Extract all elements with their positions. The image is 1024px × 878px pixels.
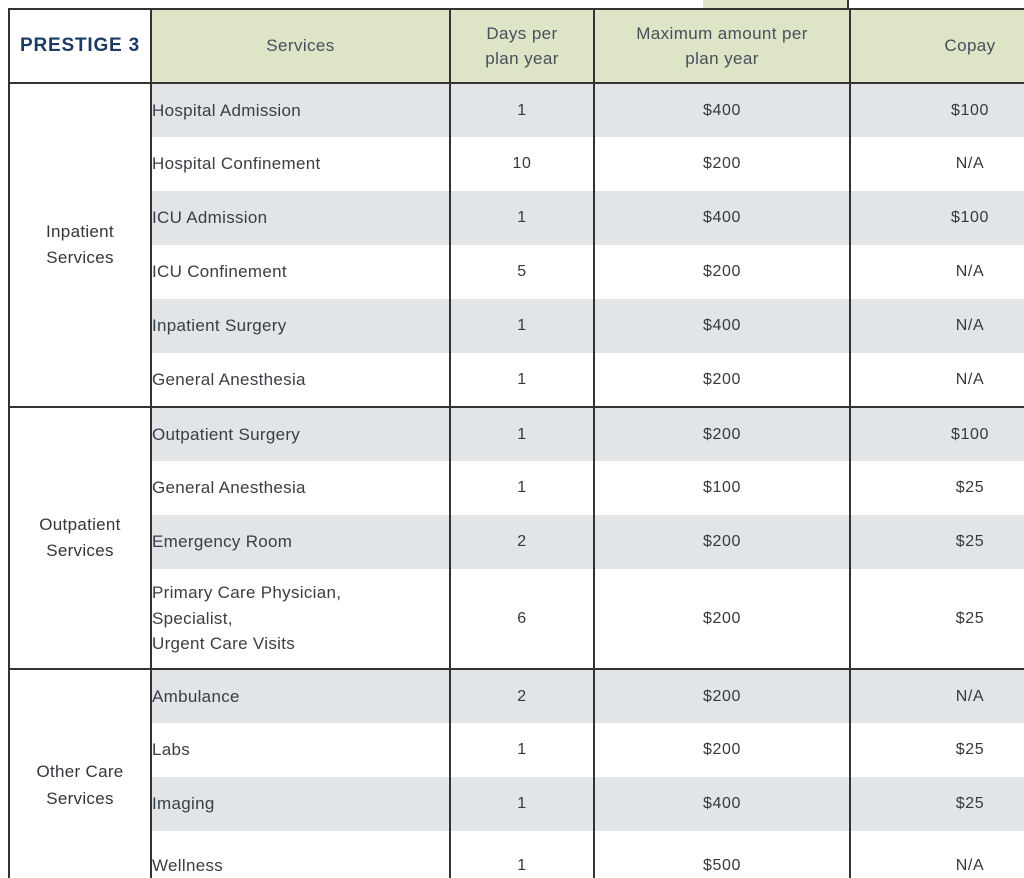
- table-row: [9, 723, 1024, 777]
- copay-cell: N/A: [850, 669, 1024, 723]
- copay-cell: N/A: [850, 831, 1024, 878]
- table-row: [9, 669, 1024, 723]
- max-amount-cell: $200: [594, 569, 850, 669]
- service-cell: Primary Care Physician, Specialist, Urgent Care Visits: [151, 569, 450, 669]
- max-amount-cell: $100: [594, 461, 850, 515]
- days-cell: 1: [450, 191, 594, 245]
- max-amount-cell: $200: [594, 245, 850, 299]
- copay-cell: N/A: [850, 245, 1024, 299]
- table-row: [9, 461, 1024, 515]
- service-cell: General Anesthesia: [151, 461, 450, 515]
- copay-cell: $25: [850, 723, 1024, 777]
- group-label-inpatient-services: Inpatient Services: [9, 83, 151, 407]
- days-cell: 1: [450, 723, 594, 777]
- copay-cell: $100: [850, 407, 1024, 461]
- service-cell: Imaging: [151, 777, 450, 831]
- col-header-services: Services: [151, 9, 450, 83]
- service-cell: Outpatient Surgery: [151, 407, 450, 461]
- max-amount-cell: $400: [594, 83, 850, 137]
- max-amount-cell: $400: [594, 191, 850, 245]
- benefits-table: [8, 8, 1024, 878]
- copay-cell: N/A: [850, 137, 1024, 191]
- days-cell: 2: [450, 669, 594, 723]
- max-amount-cell: $400: [594, 777, 850, 831]
- table-row: [9, 299, 1024, 353]
- service-cell: Emergency Room: [151, 515, 450, 569]
- max-amount-cell: $200: [594, 353, 850, 407]
- col-header-days-per-plan-year: Days per plan year: [450, 9, 594, 83]
- table-row: [9, 83, 1024, 137]
- table-row: [9, 191, 1024, 245]
- service-cell: Inpatient Surgery: [151, 299, 450, 353]
- days-cell: 1: [450, 299, 594, 353]
- service-cell: Labs: [151, 723, 450, 777]
- copay-cell: $25: [850, 461, 1024, 515]
- max-amount-cell: $500: [594, 831, 850, 878]
- col-header-max-amount-per-plan-year: Maximum amount per plan year: [594, 9, 850, 83]
- service-cell: ICU Confinement: [151, 245, 450, 299]
- copay-cell: N/A: [850, 353, 1024, 407]
- copay-cell: $25: [850, 515, 1024, 569]
- days-cell: 5: [450, 245, 594, 299]
- col-header-copay: Copay: [850, 9, 1024, 83]
- copay-cell: $100: [850, 83, 1024, 137]
- table-row: [9, 137, 1024, 191]
- copay-cell: $25: [850, 569, 1024, 669]
- service-cell: Wellness: [151, 831, 450, 878]
- days-cell: 10: [450, 137, 594, 191]
- copay-cell: N/A: [850, 299, 1024, 353]
- max-amount-cell: $200: [594, 669, 850, 723]
- group-label-outpatient-services: Outpatient Services: [9, 407, 151, 669]
- table-header-row: [9, 9, 1024, 83]
- service-cell: Ambulance: [151, 669, 450, 723]
- table-row: [9, 831, 1024, 878]
- max-amount-cell: $400: [594, 299, 850, 353]
- group-label-other-care-services: Other Care Services: [9, 669, 151, 878]
- max-amount-cell: $200: [594, 407, 850, 461]
- days-cell: 1: [450, 83, 594, 137]
- plan-name: PRESTIGE 3: [9, 9, 151, 83]
- max-amount-cell: $200: [594, 723, 850, 777]
- days-cell: 1: [450, 407, 594, 461]
- days-cell: 1: [450, 831, 594, 878]
- service-cell: ICU Admission: [151, 191, 450, 245]
- table-row: [9, 777, 1024, 831]
- table-row: [9, 515, 1024, 569]
- days-cell: 1: [450, 353, 594, 407]
- table-row: [9, 407, 1024, 461]
- service-cell: General Anesthesia: [151, 353, 450, 407]
- service-cell: Hospital Admission: [151, 83, 450, 137]
- table-row: [9, 569, 1024, 669]
- days-cell: 1: [450, 461, 594, 515]
- copay-cell: $100: [850, 191, 1024, 245]
- table-row: [9, 353, 1024, 407]
- max-amount-cell: $200: [594, 515, 850, 569]
- days-cell: 1: [450, 777, 594, 831]
- max-amount-cell: $200: [594, 137, 850, 191]
- table-row: [9, 245, 1024, 299]
- service-cell: Hospital Confinement: [151, 137, 450, 191]
- days-cell: 2: [450, 515, 594, 569]
- copay-cell: $25: [850, 777, 1024, 831]
- days-cell: 6: [450, 569, 594, 669]
